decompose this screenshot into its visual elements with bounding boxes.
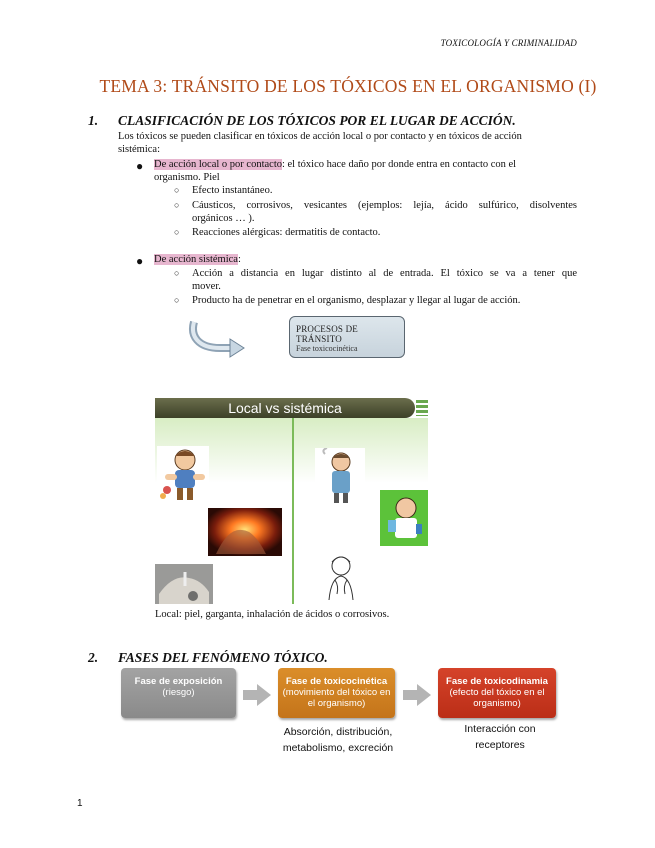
circle-bullet: ○ <box>174 185 180 195</box>
section1-intro-line2: sistémica: <box>118 144 160 155</box>
slide-caption: Local: piel, garganta, inhalación de ácidos o corrosivos. <box>155 609 390 620</box>
section2-number: 2. <box>88 650 99 665</box>
slide-stripe <box>416 400 428 416</box>
bullet2-line <box>154 253 241 266</box>
dynamics-processes <box>432 721 568 753</box>
section1-heading: CLASIFICACIÓN DE LOS TÓXICOS POR EL LUGAR DE ACCIÓN. <box>118 113 516 128</box>
phase-toxicodynamics-title: Fase de toxicodinamia <box>446 676 548 687</box>
phase-toxicokinetics-title: Fase de toxicocinética <box>285 676 388 687</box>
dynamics-processes-line2: receptores <box>475 739 525 751</box>
bullet1-text-line2: organismo. Piel <box>154 172 220 183</box>
slide-title: Local vs sistémica <box>155 398 415 418</box>
page-number: 1 <box>77 798 83 809</box>
phase-toxicodynamics-box <box>438 668 556 718</box>
section1-intro-line1: Los tóxicos se pueden clasificar en tóxicos de acción local o por contacto y en tóxicos de acción <box>118 131 522 142</box>
right-arrow-icon <box>243 684 271 706</box>
bullet2-sub1-line2: mover. <box>192 281 221 292</box>
right-arrow-icon <box>403 684 431 706</box>
bullet1-sub3: Reacciones alérgicas: dermatitis de contacto. <box>192 227 381 238</box>
phase-toxicokinetics-box <box>278 668 395 718</box>
process-box-title: PROCESOS DE TRÁNSITO <box>296 324 358 344</box>
curved-arrow-icon <box>188 318 248 358</box>
page-title: TEMA 3: TRÁNSITO DE LOS TÓXICOS EN EL ORGANISMO (I) <box>99 76 597 96</box>
systemic-sketch-illustration <box>317 550 365 604</box>
circle-bullet: ○ <box>174 295 180 305</box>
section2-heading: FASES DEL FENÓMENO TÓXICO. <box>118 650 328 665</box>
bullet2-text: : <box>237 254 241 265</box>
bullet1-line <box>154 158 578 171</box>
phase-toxicodynamics-subtitle: (efecto del tóxico en el organismo) <box>449 687 545 709</box>
inhalation-illustration <box>315 448 365 504</box>
bullet-dot: ● <box>136 254 144 268</box>
bullet2-label: De acción sistémica <box>154 254 238 265</box>
bullet1-label: De acción local o por contacto <box>154 159 282 170</box>
hand-contact-illustration <box>155 564 213 604</box>
section1-number: 1. <box>88 113 99 128</box>
phase-toxicokinetics-subtitle: (movimiento del tóxico en el organismo) <box>282 687 391 709</box>
kinetics-processes-line1: Absorción, distribución, <box>283 726 393 738</box>
dynamics-processes-line1: Interacción con <box>464 723 536 735</box>
slide-divider <box>292 418 294 604</box>
bullet1-sub2-line2: orgánicos … ). <box>192 213 255 224</box>
process-box <box>289 316 405 358</box>
phase-exposure-subtitle: (riesgo) <box>162 687 195 698</box>
bullet-dot: ● <box>136 159 144 173</box>
circle-bullet: ○ <box>174 268 180 278</box>
ingestion-illustration <box>380 490 428 546</box>
phase-exposure-box <box>121 668 236 718</box>
bullet2-sub2: Producto ha de penetrar en el organismo, desplazar y llegar al lugar de acción. <box>192 295 521 306</box>
circle-bullet: ○ <box>174 200 180 210</box>
bullet1-sub1: Efecto instantáneo. <box>192 185 273 196</box>
bullet2-sub1-line1: Acción a distancia en lugar distinto al de entrada. El tóxico se va a tener que <box>192 268 577 279</box>
throat-burn-illustration <box>208 508 282 556</box>
phase-exposure-title: Fase de exposición <box>134 676 223 687</box>
running-header: TOXICOLOGÍA Y CRIMINALIDAD <box>440 38 577 48</box>
skin-contact-illustration <box>157 446 209 502</box>
bullet1-text: : el tóxico hace daño por donde entra en contacto con el <box>281 159 517 170</box>
local-vs-systemic-slide <box>155 398 428 604</box>
bullet1-sub2-line1: Cáusticos, corrosivos, vesicantes (ejemplos: lejía, ácido sulfúrico, disolventes <box>192 200 577 211</box>
kinetics-processes <box>270 724 406 756</box>
kinetics-processes-line2: metabolismo, excreción <box>282 742 394 754</box>
process-box-subtitle: Fase toxicocinética <box>296 344 358 353</box>
circle-bullet: ○ <box>174 227 180 237</box>
